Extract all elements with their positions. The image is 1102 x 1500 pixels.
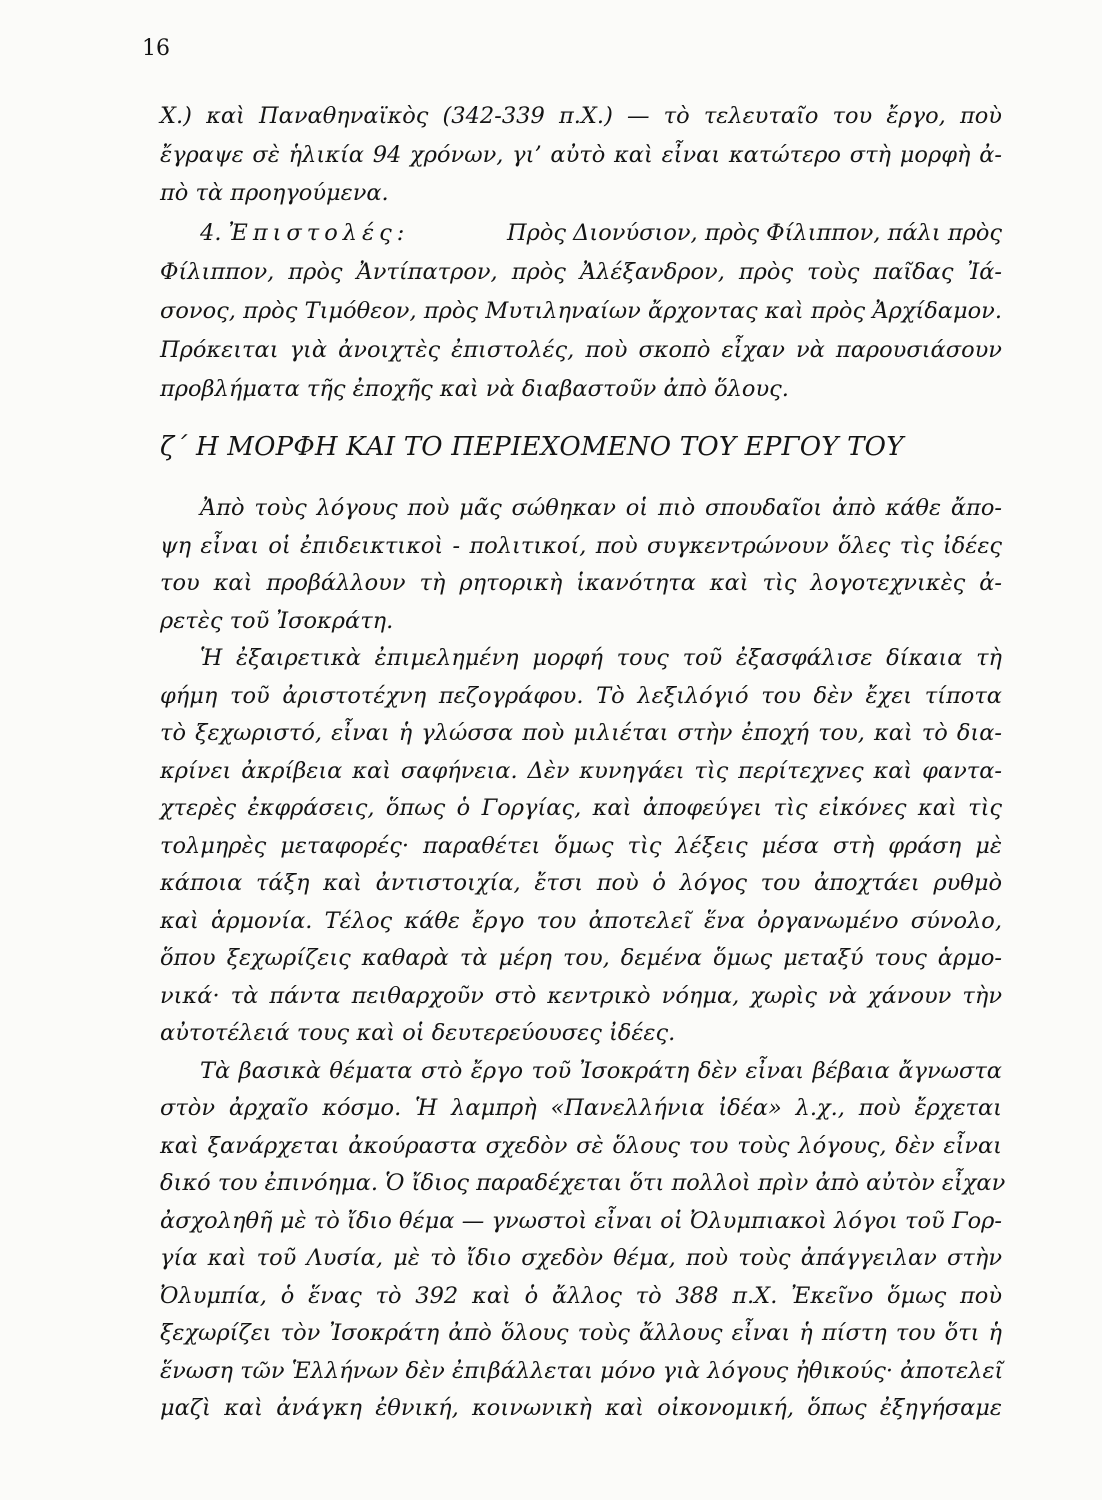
paragraph-line: μαζὶ καὶ ἀνάγκη ἐθνική, κοινωνικὴ καὶ οἰκονομική, ὅπως ἐξηγήσαμε <box>160 1395 1002 1421</box>
page-number: 16 <box>142 36 170 61</box>
paragraph-line: νικά· τὰ πάντα πειθαρχοῦν στὸ κεντρικὸ νόημα, χωρὶς νὰ χάνουν τὴν <box>160 983 1002 1009</box>
paragraph-line: Ὀλυμπία, ὁ ἕνας τὸ 392 καὶ ὁ ἄλλος τὸ 388 π.Χ. Ἐκεῖνο ὅμως ποὺ <box>160 1283 1002 1309</box>
text-line: Χ.) καὶ Παναθηναϊκὸς (342-339 π.Χ.) — τὸ τελευταῖο του ἔργο, ποὺ <box>160 103 1002 129</box>
paragraph-line: ξεχωρίζει τὸν Ἰσοκράτη ἀπὸ ὅλους τοὺς ἄλλους εἶναι ἡ πίστη του ὅτι ἡ <box>160 1320 1002 1346</box>
item-number: 4. <box>200 220 222 246</box>
paragraph-line: τὸ ξεχωριστό, εἶναι ἡ γλώσσα ποὺ μιλιέται στὴν ἐποχή του, καὶ τὸ δια- <box>160 720 1002 746</box>
item-title: Ἐπιστολές: <box>228 220 410 246</box>
paragraph-line: ρετὲς τοῦ Ἰσοκράτη. <box>160 608 394 634</box>
paragraph-line: Ἡ ἐξαιρετικὰ ἐπιμελημένη μορφή τους τοῦ ἐξασφάλισε δίκαια τὴ <box>200 645 1002 671</box>
section-heading: ζ΄ Η ΜΟΡΦΗ ΚΑΙ ΤΟ ΠΕΡΙΕΧΟΜΕΝΟ ΤΟΥ ΕΡΓΟΥ ΤΟΥ <box>160 432 904 462</box>
paragraph-line: ψη εἶναι οἱ ἐπιδεικτικοὶ - πολιτικοί, ποὺ συγκεντρώνουν ὅλες τὶς ἰδέες <box>160 533 1002 559</box>
text-line: ἔγραψε σὲ ἡλικία 94 χρόνων, γι’ αὐτὸ καὶ εἶναι κατώτερο στὴ μορφὴ ἀ- <box>160 142 1002 168</box>
paragraph-line: τολμηρὲς μεταφορές· παραθέτει ὅμως τὶς λέξεις μέσα στὴ φράση μὲ <box>160 833 1002 859</box>
paragraph-line: του καὶ προβάλλουν τὴ ρητορικὴ ἱκανότητα καὶ τὶς λογοτεχνικὲς ἀ- <box>160 570 1002 596</box>
text-line: σονος, πρὸς Τιμόθεον, πρὸς Μυτιληναίων ἄρχοντας καὶ πρὸς Ἀρχίδαμον. <box>160 298 1002 324</box>
paragraph-line: ἕνωση τῶν Ἑλλήνων δὲν ἐπιβάλλεται μόνο γιὰ λόγους ἠθικούς· ἀποτελεῖ <box>160 1358 1004 1384</box>
text-line: προβλήματα τῆς ἐποχῆς καὶ νὰ διαβαστοῦν ἀπὸ ὅλους. <box>160 376 789 402</box>
item-4-line <box>200 218 1002 248</box>
paragraph-line: στὸν ἀρχαῖο κόσμο. Ἡ λαμπρὴ «Πανελλήνια ἰδέα» λ.χ., ποὺ ἔρχεται <box>160 1095 1002 1121</box>
paragraph-line: γία καὶ τοῦ Λυσία, μὲ τὸ ἴδιο σχεδὸν θέμα, ποὺ τοὺς ἀπάγγειλαν στὴν <box>160 1245 1002 1271</box>
text-line: Φίλιππον, πρὸς Ἀντίπατρον, πρὸς Ἀλέξανδρον, πρὸς τοὺς παῖδας Ἰά- <box>160 259 1002 285</box>
paragraph-line: κάποια τάξη καὶ ἀντιστοιχία, ἔτσι ποὺ ὁ λόγος του ἀποχτάει ρυθμὸ <box>160 870 1002 896</box>
paragraph-line: καὶ ξανάρχεται ἀκούραστα σχεδὸν σὲ ὅλους του τοὺς λόγους, δὲν εἶναι <box>160 1133 1002 1159</box>
text-line: πὸ τὰ προηγούμενα. <box>160 180 389 206</box>
paragraph-line: ἀσχοληθῆ μὲ τὸ ἴδιο θέμα — γνωστοὶ εἶναι οἱ Ὀλυμπιακοὶ λόγοι τοῦ Γορ- <box>160 1208 1002 1234</box>
item-4-rest: Πρὸς Διονύσιον, πρὸς Φίλιππον, πάλι πρὸς <box>507 220 1002 246</box>
paragraph-line: αὐτοτέλειά τους καὶ οἱ δευτερεύουσες ἰδέες. <box>160 1020 676 1046</box>
paragraph-line: καὶ ἁρμονία. Τέλος κάθε ἔργο του ἀποτελεῖ ἕνα ὀργανωμένο σύνολο, <box>160 908 1002 934</box>
paragraph-line: φήμη τοῦ ἀριστοτέχνη πεζογράφου. Τὸ λεξιλόγιό του δὲν ἔχει τίποτα <box>160 683 1002 709</box>
text-line: Πρόκειται γιὰ ἀνοιχτὲς ἐπιστολές, ποὺ σκοπὸ εἶχαν νὰ παρουσιάσουν <box>160 337 1002 363</box>
paragraph-line: κρίνει ἀκρίβεια καὶ σαφήνεια. Δὲν κυνηγάει τὶς περίτεχνες καὶ φαντα- <box>160 758 1002 784</box>
paragraph-line: Ἀπὸ τοὺς λόγους ποὺ μᾶς σώθηκαν οἱ πιὸ σπουδαῖοι ἀπὸ κάθε ἄπο- <box>200 495 1002 521</box>
paragraph-line: χτερὲς ἐκφράσεις, ὅπως ὁ Γοργίας, καὶ ἀποφεύγει τὶς εἰκόνες καὶ τὶς <box>160 795 1002 821</box>
paragraph-line: ὅπου ξεχωρίζεις καθαρὰ τὰ μέρη του, δεμένα ὅμως μεταξύ τους ἁρμο- <box>160 945 1002 971</box>
item-4-header <box>200 218 409 248</box>
paragraph-line: Τὰ βασικὰ θέματα στὸ ἔργο τοῦ Ἰσοκράτη δὲν εἶναι βέβαια ἄγνωστα <box>200 1058 1002 1084</box>
paragraph-line: δικό του ἐπινόημα. Ὁ ἴδιος παραδέχεται ὅτι πολλοὶ πρὶν ἀπὸ αὐτὸν εἶχαν <box>160 1170 1006 1196</box>
